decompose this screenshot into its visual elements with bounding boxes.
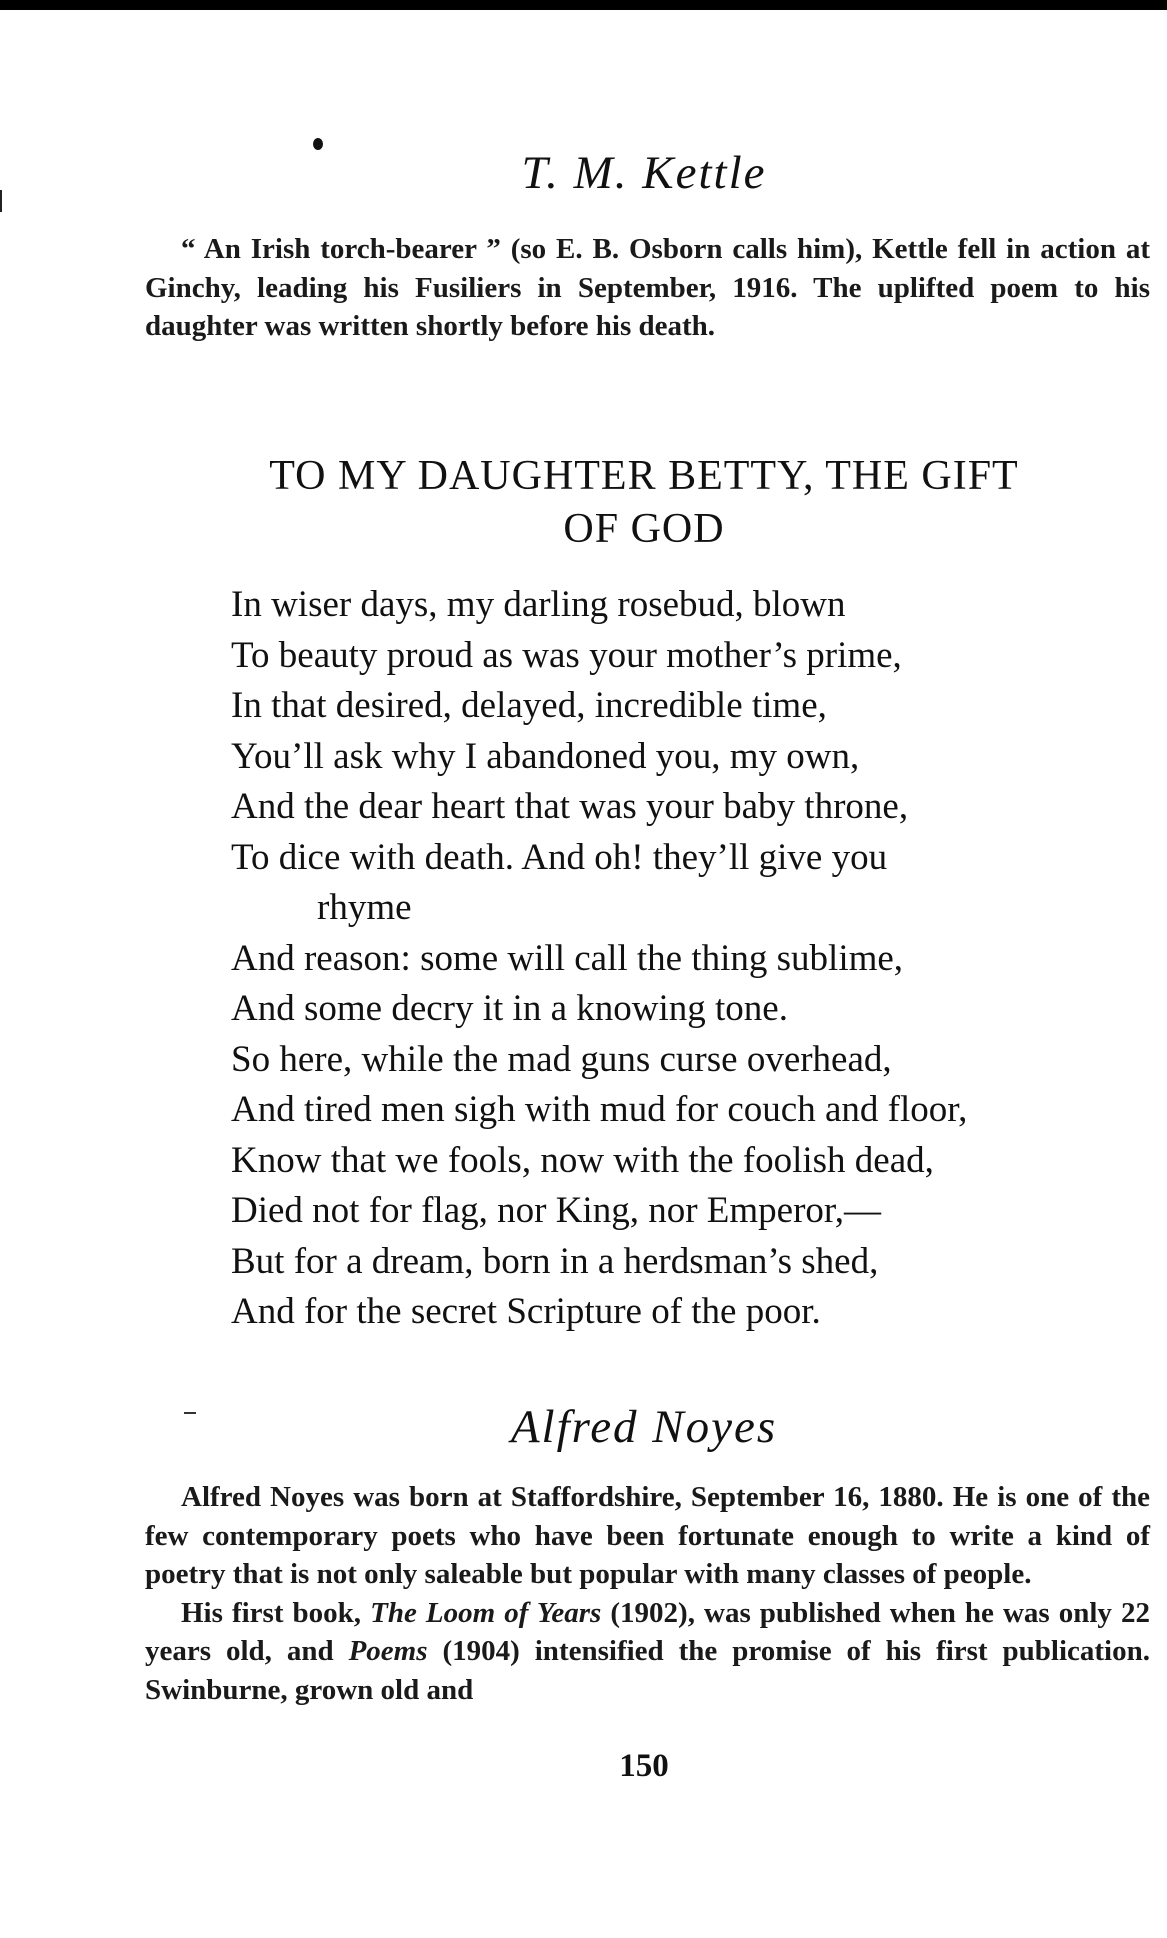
- poem-title-line-2: OF GOD: [563, 506, 725, 552]
- poem-title: [140, 450, 1148, 556]
- noyes-paragraph-2-text-c: (1904) intensified the promise of his first publication. Swinburne, grown old and: [145, 1635, 1150, 1706]
- noyes-paragraph-2-text-a: His first book,: [181, 1596, 371, 1629]
- margin-mark: [0, 190, 2, 212]
- page-number: 150: [619, 1748, 669, 1784]
- author-heading-noyes: Alfred Noyes: [510, 1401, 778, 1453]
- poem-line: Know that we fools, now with the foolish dead,: [231, 1139, 934, 1181]
- poem-line: Died not for flag, nor King, nor Emperor,—: [231, 1190, 881, 1231]
- poem-line: In that desired, delayed, incredible time,: [231, 685, 827, 726]
- poem-line: And tired men sigh with mud for couch and floor,: [231, 1089, 968, 1130]
- poem-title-line-1: TO MY DAUGHTER BETTY, THE GIFT: [269, 453, 1019, 499]
- noyes-paragraph-2-text-b: (1902), was published when he was only 22 years old, and: [145, 1596, 1150, 1667]
- poem-line: To beauty proud as was your mother’s prime,: [231, 634, 902, 676]
- book-title-loom-of-years: The Loom of Years: [370, 1596, 602, 1629]
- poem-line: And reason: some will call the thing sublime,: [231, 937, 904, 979]
- kettle-intro-paragraph: “ An Irish torch-bearer ” (so E. B. Osborn calls him), Kettle fell in action at Ginchy, leading his Fusiliers in September, 1916. The uplifted poem to his daughter was written shortly before his death.: [145, 233, 1150, 342]
- poem-line: So here, while the mad guns curse overhead,: [231, 1038, 892, 1080]
- page-top-edge: [0, 0, 1167, 10]
- poem-line-continuation: rhyme: [317, 887, 412, 928]
- poem-line: You’ll ask why I abandoned you, my own,: [231, 735, 860, 777]
- noyes-paragraph-1: Alfred Noyes was born at Staffordshire, September 16, 1880. He is one of the few contemporary poets who have been fortunate enough to write a kind of poetry that is not only saleable but popular with many classes of people.: [145, 1481, 1150, 1590]
- poem-line: In wiser days, my darling rosebud, blown: [231, 584, 846, 625]
- noyes-biography: [145, 1478, 1150, 1709]
- poem-line: And for the secret Scripture of the poor.: [231, 1291, 821, 1332]
- author-heading-kettle: T. M. Kettle: [521, 147, 767, 199]
- kettle-intro: [145, 230, 1150, 346]
- book-title-poems: Poems: [348, 1635, 428, 1667]
- poem-body: [231, 580, 1131, 1338]
- poem-line: To dice with death. And oh! they’ll give you: [231, 836, 888, 878]
- poem-line: And the dear heart that was your baby throne,: [231, 786, 909, 827]
- poem-line: But for a dream, born in a herdsman’s shed,: [231, 1240, 879, 1282]
- noyes-paragraph-2: [145, 1594, 1150, 1710]
- poem-line: And some decry it in a knowing tone.: [231, 988, 788, 1029]
